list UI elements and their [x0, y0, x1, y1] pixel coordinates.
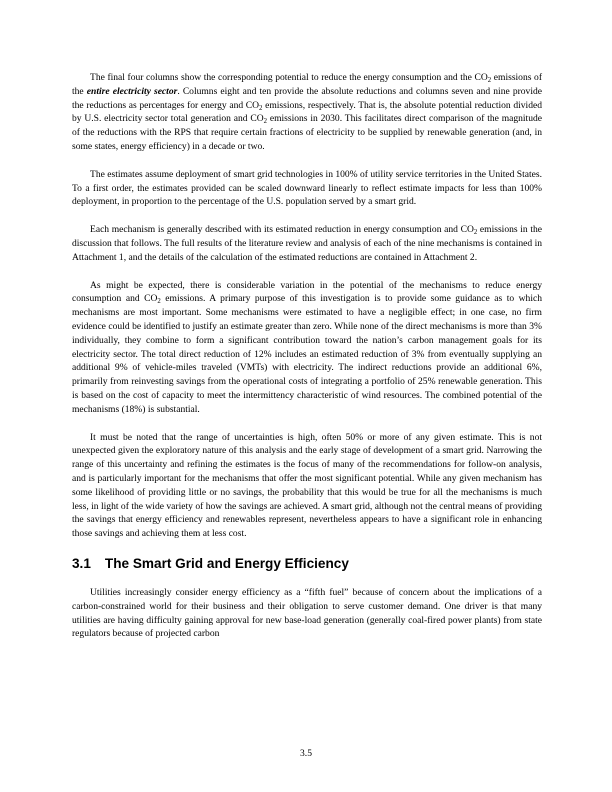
- section-number: 3.1: [72, 555, 91, 571]
- paragraph-1-text-e: emissions in 2030. This facilitates direct comparison of the magnitude of the reductions with the RPS that require certain fractions of electricity to be supplied by renewable generation (and, in some states, energy efficiency) in a decade or two.: [72, 113, 542, 152]
- paragraph-1-text-b: emissions of the: [72, 72, 542, 97]
- paragraph-4-text-b: emissions. A primary purpose of this investigation is to provide some guidance as to which mechanisms are most important. Some mechanisms were estimated to have a negligible effect; in one case, no firm evidence could be identified to justify an estimate greater than zero. While none of the direct mechanisms is more than 3% individually, they combine to form a significant contribution toward the nation’s carbon management goals for its electricity sector. The total direct reduction of 12% includes an estimated reduction of 3% from eventually supplying an additional 9% of vehicle-miles traveled (VMTs) with electricity. The indirect reductions provide an additional 6%, primarily from reinvesting savings from the operational costs of integrating a portfolio of 25% renewable generation. This is based on the cost of capacity to meet the intermittency characteristic of wind resources. The combined potential of the mechanisms (18%) is substantial.: [72, 293, 542, 415]
- co2-subscript: 2: [157, 298, 161, 306]
- emphasized-phrase: entire electricity sector: [86, 85, 178, 97]
- co2-subscript: 2: [473, 229, 478, 237]
- section-heading: [72, 555, 542, 573]
- page-number: 3.5: [300, 748, 312, 759]
- section-title: The Smart Grid and Energy Efficiency: [104, 555, 349, 571]
- paragraph-5-text: It must be noted that the range of uncertainties is high, often 50% or more of any given estimate. This is not unexpected given the exploratory nature of this analysis and the early stage of development of a smart grid. Narrowing the range of this uncertainty and refining the estimates is the focus of many of the recommendations for follow-on analysis, and is particularly important for the mechanisms that offer the most significant potential. While any given mechanism has some likelihood of providing little or no savings, the probability that this would be true for all the mechanisms is much less, in light of the wide variety of how the savings are achieved. A smart grid, although not the central means of providing the savings that energy efficiency and renewables represent, nevertheless appears to have a significant role in enhancing those savings and achieving them at less cost.: [72, 431, 542, 540]
- paragraph-4: [72, 279, 542, 417]
- paragraph-3-text-b: emissions in the discussion that follows. The full results of the literature review and analysis of each of the nine mechanisms is contained in Attachment 1, and the details of the calculation of the estimated reductions are contained in Attachment 2.: [72, 224, 542, 263]
- body-text: [72, 71, 542, 655]
- paragraph-1-text-c: . Columns eight and ten provide the absolute reductions and columns seven and nine provide the reductions as percentages for energy and CO: [72, 85, 542, 111]
- paragraph-2-text: The estimates assume deployment of smart grid technologies in 100% of utility service territories in the United States. To a first order, the estimates provided can be scaled downward linearly to reflect estimate impacts for less than 100% deployment, in proportion to the percentage of the U.S. population served by a smart grid.: [72, 168, 542, 208]
- paragraph-2: [72, 168, 542, 209]
- paragraph-1-text-a: The final four columns show the corresponding potential to reduce the energy consumption and the CO: [90, 72, 488, 83]
- paragraph-3-text-a: Each mechanism is generally described with its estimated reduction in energy consumption and CO: [90, 224, 474, 236]
- co2-subscript: 2: [259, 104, 263, 112]
- section-paragraph: [72, 586, 542, 641]
- paragraph-5: [72, 431, 542, 541]
- section-paragraph-text: Utilities increasingly consider energy efficiency as a “fifth fuel” because of concern about the implications of a carbon-constrained world for their business and their obligation to serve customer demand. One driver is that many utilities are having difficulty gaining approval for new base-load generation (generally coal-fired power plants) from state regulators because of projected carbon: [72, 586, 542, 640]
- paragraph-4-text-a: As might be expected, there is considerable variation in the potential of the mechanisms to reduce energy consumption and CO: [72, 279, 542, 305]
- paragraph-1-text-d: emissions, respectively. That is, the absolute potential reduction divided by U.S. electricity sector total generation and CO: [72, 99, 542, 125]
- co2-subscript: 2: [263, 118, 268, 126]
- paragraph-3: [72, 223, 542, 264]
- paragraph-1: [72, 71, 542, 154]
- co2-subscript: 2: [487, 77, 492, 84]
